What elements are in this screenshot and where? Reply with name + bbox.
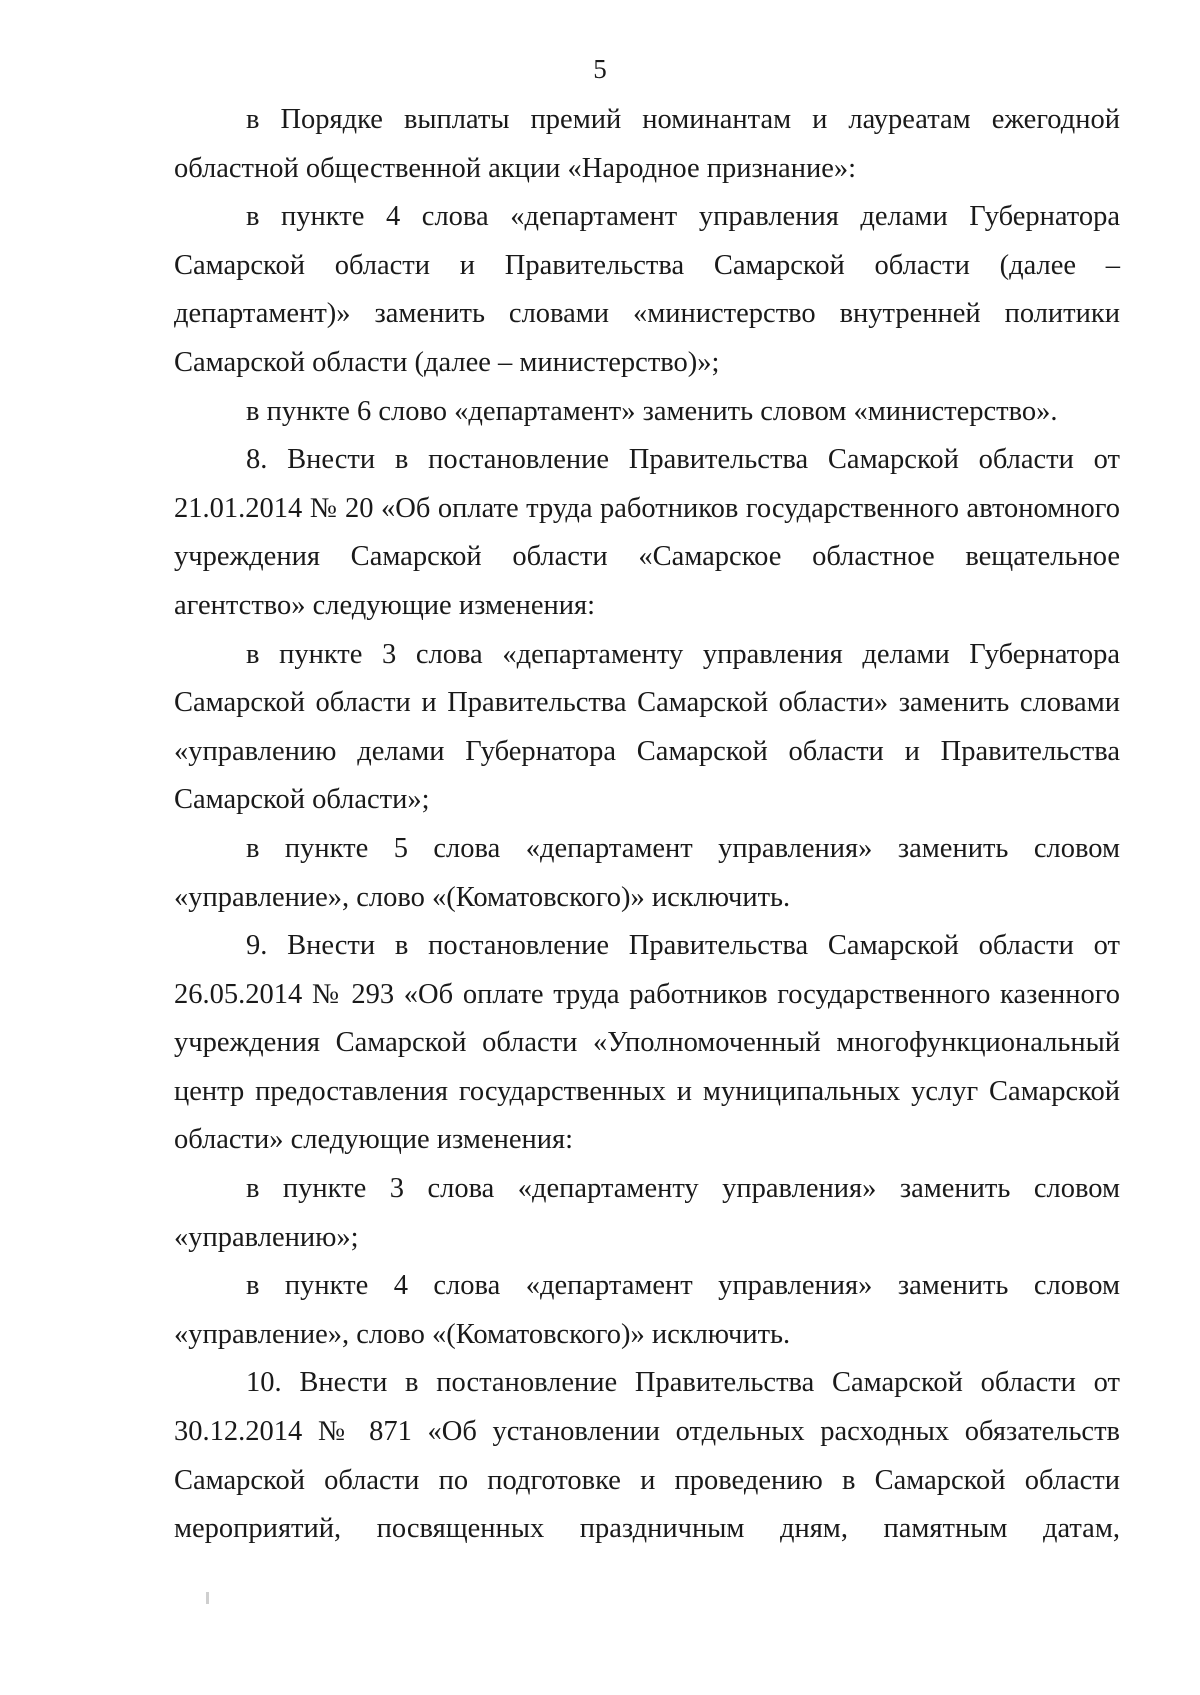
document-body: [174, 96, 1120, 1554]
page-number: 5: [593, 54, 607, 84]
scan-artifact: [206, 1592, 209, 1604]
paragraph-7: 9. Внести в постановление Правительства Самарской области от 26.05.2014 № 293 «Об оплате труда работников государственного казенного учреждения Самарской области «Уполномоченный многофункциональный центр предоставления государственных и муниципальных услуг Самарской области» следующие изменения:: [174, 930, 1120, 1156]
paragraph-3: в пункте 6 слово «департамент» заменить словом «министерство».: [246, 395, 1058, 427]
paragraph-5: в пункте 3 слова «департаменту управления делами Губернатора Самарской области и Правительства Самарской области» заменить словами «управлению делами Губернатора Самарской области и Правительства Самарской области»;: [174, 638, 1120, 816]
paragraph-1: в Порядке выплаты премий номинантам и лауреатам ежегодной областной общественной акции «Народное признание»:: [174, 104, 1120, 184]
paragraph-2: в пункте 4 слова «департамент управления делами Губернатора Самарской области и Правительства Самарской области (далее – департамент)» заменить словами «министерство внутренней политики Самарской области (далее – министерство)»;: [174, 201, 1120, 378]
paragraph-6: в пункте 5 слова «департамент управления» заменить словом «управление», слово «(Коматовского)» исключить.: [174, 832, 1120, 913]
paragraph-4: 8. Внести в постановление Правительства Самарской области от 21.01.2014 № 20 «Об оплате труда работников государственного автономного учреждения Самарской области «Самарское областное вещательное агентство» следующие изменения:: [174, 444, 1120, 621]
paragraph-10: 10. Внести в постановление Правительства Самарской области от 30.12.2014 № 871 «Об установлении отдельных расходных обязательств Самарской области по подготовке и проведению в Самарской области мероприятий, посвященных праздничным дням, памятным датам,: [174, 1367, 1120, 1545]
paragraph-9: в пункте 4 слова «департамент управления» заменить словом «управление», слово «(Коматовского)» исключить.: [174, 1270, 1120, 1350]
paragraph-8: в пункте 3 слова «департаменту управления» заменить словом «управлению»;: [174, 1173, 1120, 1253]
